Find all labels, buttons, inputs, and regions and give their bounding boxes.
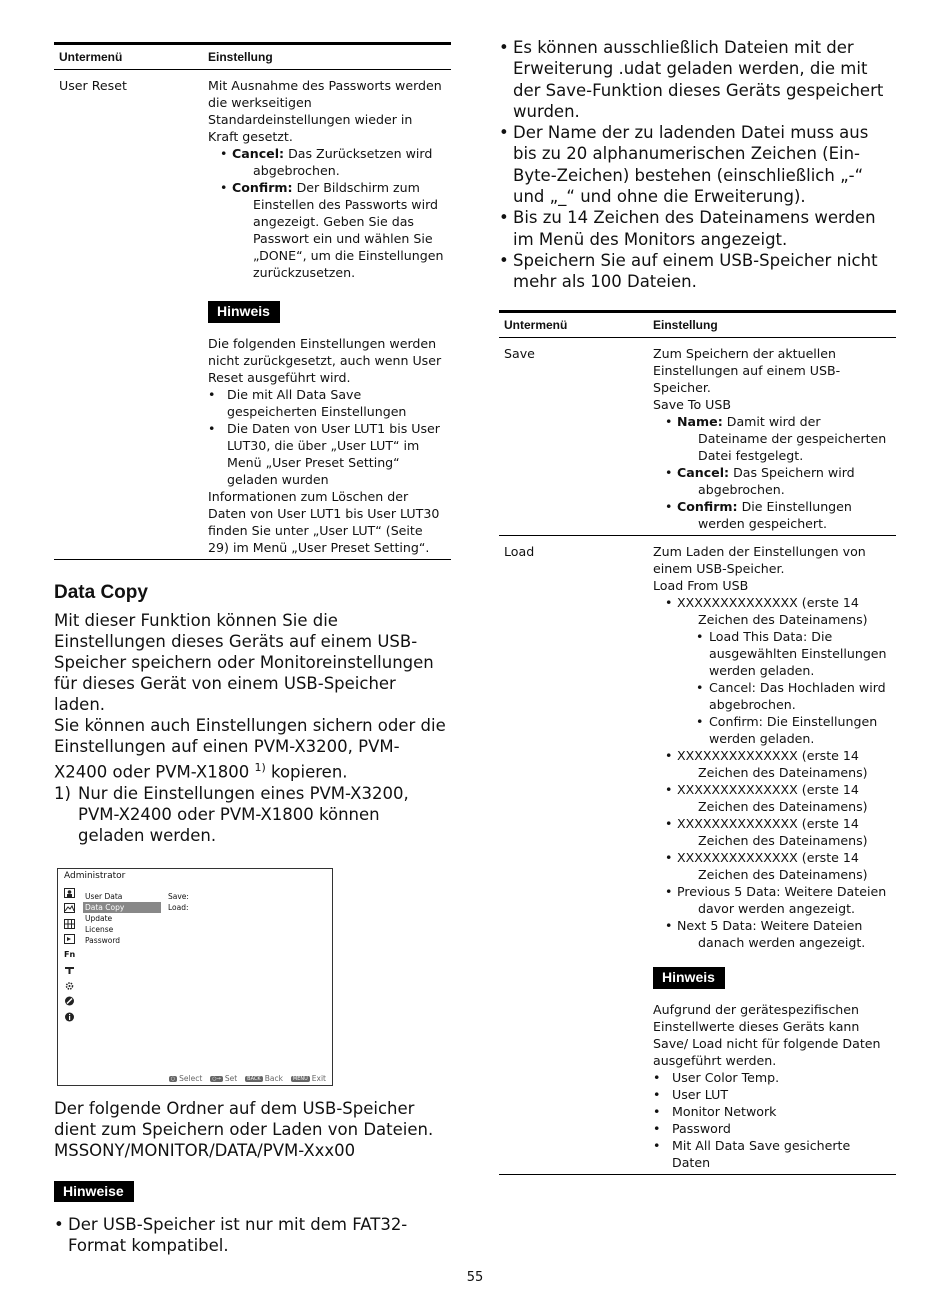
load-setting	[648, 535, 896, 1174]
list-item: • Load This Data: Die ausgewählten Einstellungen werden geladen.	[653, 628, 891, 679]
table-header-setting: Einstellung	[648, 311, 896, 337]
grid-icon	[64, 919, 75, 929]
screen-title: Administrator	[64, 870, 126, 881]
screen-value-label: Save:	[168, 891, 189, 901]
folder-text: Der folgende Ordner auf dem USB-Speicher dient zum Speichern oder Laden von Dateien.	[54, 1098, 434, 1139]
note-list	[653, 1069, 891, 1171]
list-item: • User LUT	[653, 1086, 891, 1103]
key-icon: BACK	[247, 1075, 261, 1082]
user-reset-table	[54, 42, 451, 560]
table-header-submenu: Untermenü	[54, 44, 203, 70]
screen-icon-bar	[64, 888, 75, 1028]
hinweise-list	[54, 1214, 451, 1257]
menu-screenshot	[57, 868, 333, 1086]
list-item: • Der Name der zu ladenden Datei muss aus bis zu 20 alphanumerischen Zeichen (Ein-Byte-Zeichen) bestehen (einschließlich „-“ und „_“ und ohne die Erweiterung).	[499, 122, 896, 207]
right-column	[499, 37, 896, 1175]
load-from-usb: Load From USB	[653, 577, 749, 593]
list-item: • Speichern Sie auf einem USB-Speicher nicht mehr als 100 Dateien.	[499, 250, 896, 293]
input-icon	[64, 934, 75, 944]
list-item: • Der USB-Speicher ist nur mit dem FAT32-Format kompatibel.	[54, 1214, 451, 1257]
hinweis-badge: Hinweis	[208, 301, 280, 323]
key-icon: ○	[170, 1075, 176, 1082]
gear-icon	[64, 981, 75, 991]
screen-value-label: Load:	[168, 902, 189, 912]
screen-footer-hint: ○→ Set	[212, 1073, 238, 1083]
list-item: • Previous 5 Data: Weitere Dateien davor werden angezeigt.	[653, 883, 891, 917]
save-desc: Zum Speichern der aktuellen Einstellungen auf einem USB-Speicher.	[653, 345, 841, 395]
screen-values	[168, 891, 189, 913]
screen-menu	[83, 891, 161, 946]
footnote: 1) Nur die Einstellungen eines PVM-X3200, PVM-X2400 oder PVM-X1800 können geladen werden.	[54, 783, 409, 845]
list-item: • Name: Damit wird der Dateiname der gespeicherten Datei festgelegt.	[653, 413, 891, 464]
list-item: • Die Daten von User LUT1 bis User LUT30, die über „User LUT“ im Menü „User Preset Setting“ geladen wurden	[208, 420, 446, 488]
screen-menu-item[interactable]: User Data	[85, 891, 123, 901]
submenu-load: Load	[499, 535, 648, 1174]
list-item: • Bis zu 14 Zeichen des Dateinamens werden im Menü des Monitors angezeigt.	[499, 207, 896, 250]
hinweis-badge: Hinweis	[653, 967, 725, 989]
tool-icon	[64, 965, 75, 975]
note-list	[208, 386, 446, 488]
picture-icon	[64, 903, 75, 913]
list-item: • Confirm: Der Bildschirm zum Einstellen des Passworts wird angezeigt. Geben Sie das Passwort ein und wählen Sie „DONE“, um die Einstellungen zurückzusetzen.	[208, 179, 446, 281]
data-copy-para1: Mit dieser Funktion können Sie die Einstellungen dieses Geräts auf einem USB-Speicher speichern oder Monitoreinstellungen für dieses Gerät von einem USB-Speicher laden.	[54, 611, 434, 714]
save-setting	[648, 337, 896, 535]
section-title-data-copy: Data Copy	[54, 582, 148, 603]
list-item: • Confirm: Die Einstellungen werden geladen.	[653, 713, 891, 747]
table-header-setting: Einstellung	[203, 44, 451, 70]
list-item: • Mit All Data Save gesicherte Daten	[653, 1137, 891, 1171]
save-items	[653, 413, 891, 532]
user-reset-desc: Mit Ausnahme des Passworts werden die werkseitigen Standardeinstellungen wieder in Kraft gesetzt.	[208, 78, 442, 144]
submenu-user-reset: User Reset	[54, 70, 203, 560]
note-intro: Aufgrund der gerätespezifischen Einstellwerte dieses Geräts kann Save/ Load nicht für folgende Daten ausgeführt werden.	[653, 1001, 881, 1068]
screen-footer	[161, 1074, 326, 1083]
fn-icon: Fn	[64, 949, 76, 959]
load-more-items	[653, 747, 891, 951]
info-icon	[64, 1012, 75, 1022]
left-column	[54, 42, 451, 1256]
screen-menu-item[interactable]: License	[85, 924, 114, 934]
list-item: • Confirm: Die Einstellungen werden gespeichert.	[653, 498, 891, 532]
user-reset-setting	[203, 70, 451, 560]
folder-path: MSSONY/MONITOR/DATA/PVM-Xxx00	[54, 1140, 356, 1160]
key-icon: ○→	[212, 1075, 221, 1082]
wrench-icon	[64, 996, 75, 1006]
list-item: • Cancel: Das Hochladen wird abgebrochen.	[653, 679, 891, 713]
list-item: • Next 5 Data: Weitere Dateien danach werden angezeigt.	[653, 917, 891, 951]
list-item: • Cancel: Das Zurücksetzen wird abgebrochen.	[208, 145, 446, 179]
load-sub-items	[653, 628, 891, 747]
page-number: 55	[466, 1270, 484, 1285]
note-intro: Die folgenden Einstellungen werden nicht zurückgesetzt, auch wenn User Reset ausgeführt wird.	[208, 336, 442, 385]
list-item: • Password	[653, 1120, 891, 1137]
list-item: • XXXXXXXXXXXXXX (erste 14 Zeichen des Dateinamens)	[653, 747, 891, 781]
screen-menu-item[interactable]: Password	[85, 935, 121, 945]
load-desc: Zum Laden der Einstellungen von einem USB-Speicher.	[653, 543, 866, 576]
list-item: • Es können ausschließlich Dateien mit der Erweiterung .udat geladen werden, die mit der Save-Funktion dieses Geräts gespeichert wurden.	[499, 37, 896, 122]
list-item: • Die mit All Data Save gespeicherten Einstellungen	[208, 386, 446, 420]
hinweise-badge: Hinweise	[54, 1181, 134, 1202]
note-outro: Informationen zum Löschen der Daten von User LUT1 bis User LUT30 finden Sie unter „User LUT“ (Seite 29) im Menü „User Preset Setting“.	[208, 489, 440, 555]
screen-footer-hint: BACK Back	[247, 1073, 283, 1083]
list-item: • XXXXXXXXXXXXXX (erste 14 Zeichen des Dateinamens)	[653, 815, 891, 849]
person-icon	[64, 888, 75, 898]
screen-menu-item[interactable]: Update	[85, 913, 113, 923]
list-item: • XXXXXXXXXXXXXX (erste 14 Zeichen des Dateinamens)	[653, 849, 891, 883]
list-item: • Cancel: Das Speichern wird abgebrochen.	[653, 464, 891, 498]
save-to-usb: Save To USB	[653, 396, 732, 412]
load-rules-list	[499, 37, 896, 293]
list-item: • XXXXXXXXXXXXXX (erste 14 Zeichen des Dateinamens)	[653, 781, 891, 815]
screen-menu-item[interactable]: Data Copy	[83, 902, 161, 913]
key-icon: MENU	[292, 1075, 308, 1082]
submenu-save: Save	[499, 337, 648, 535]
list-item: • Monitor Network	[653, 1103, 891, 1120]
save-load-table	[499, 310, 896, 1175]
table-header-submenu: Untermenü	[499, 311, 648, 337]
data-copy-para2: Sie können auch Einstellungen sichern oder die Einstellungen auf einen PVM-X3200, PVM-X2400 oder PVM-X1800 $^{1)}$ kopieren.	[54, 716, 446, 782]
screen-footer-hint: ○ Select	[170, 1073, 203, 1083]
list-item: • XXXXXXXXXXXXXX (erste 14 Zeichen des Dateinamens)	[653, 594, 891, 628]
screen-footer-hint: MENU Exit	[292, 1073, 326, 1083]
list-item: • User Color Temp.	[653, 1069, 891, 1086]
